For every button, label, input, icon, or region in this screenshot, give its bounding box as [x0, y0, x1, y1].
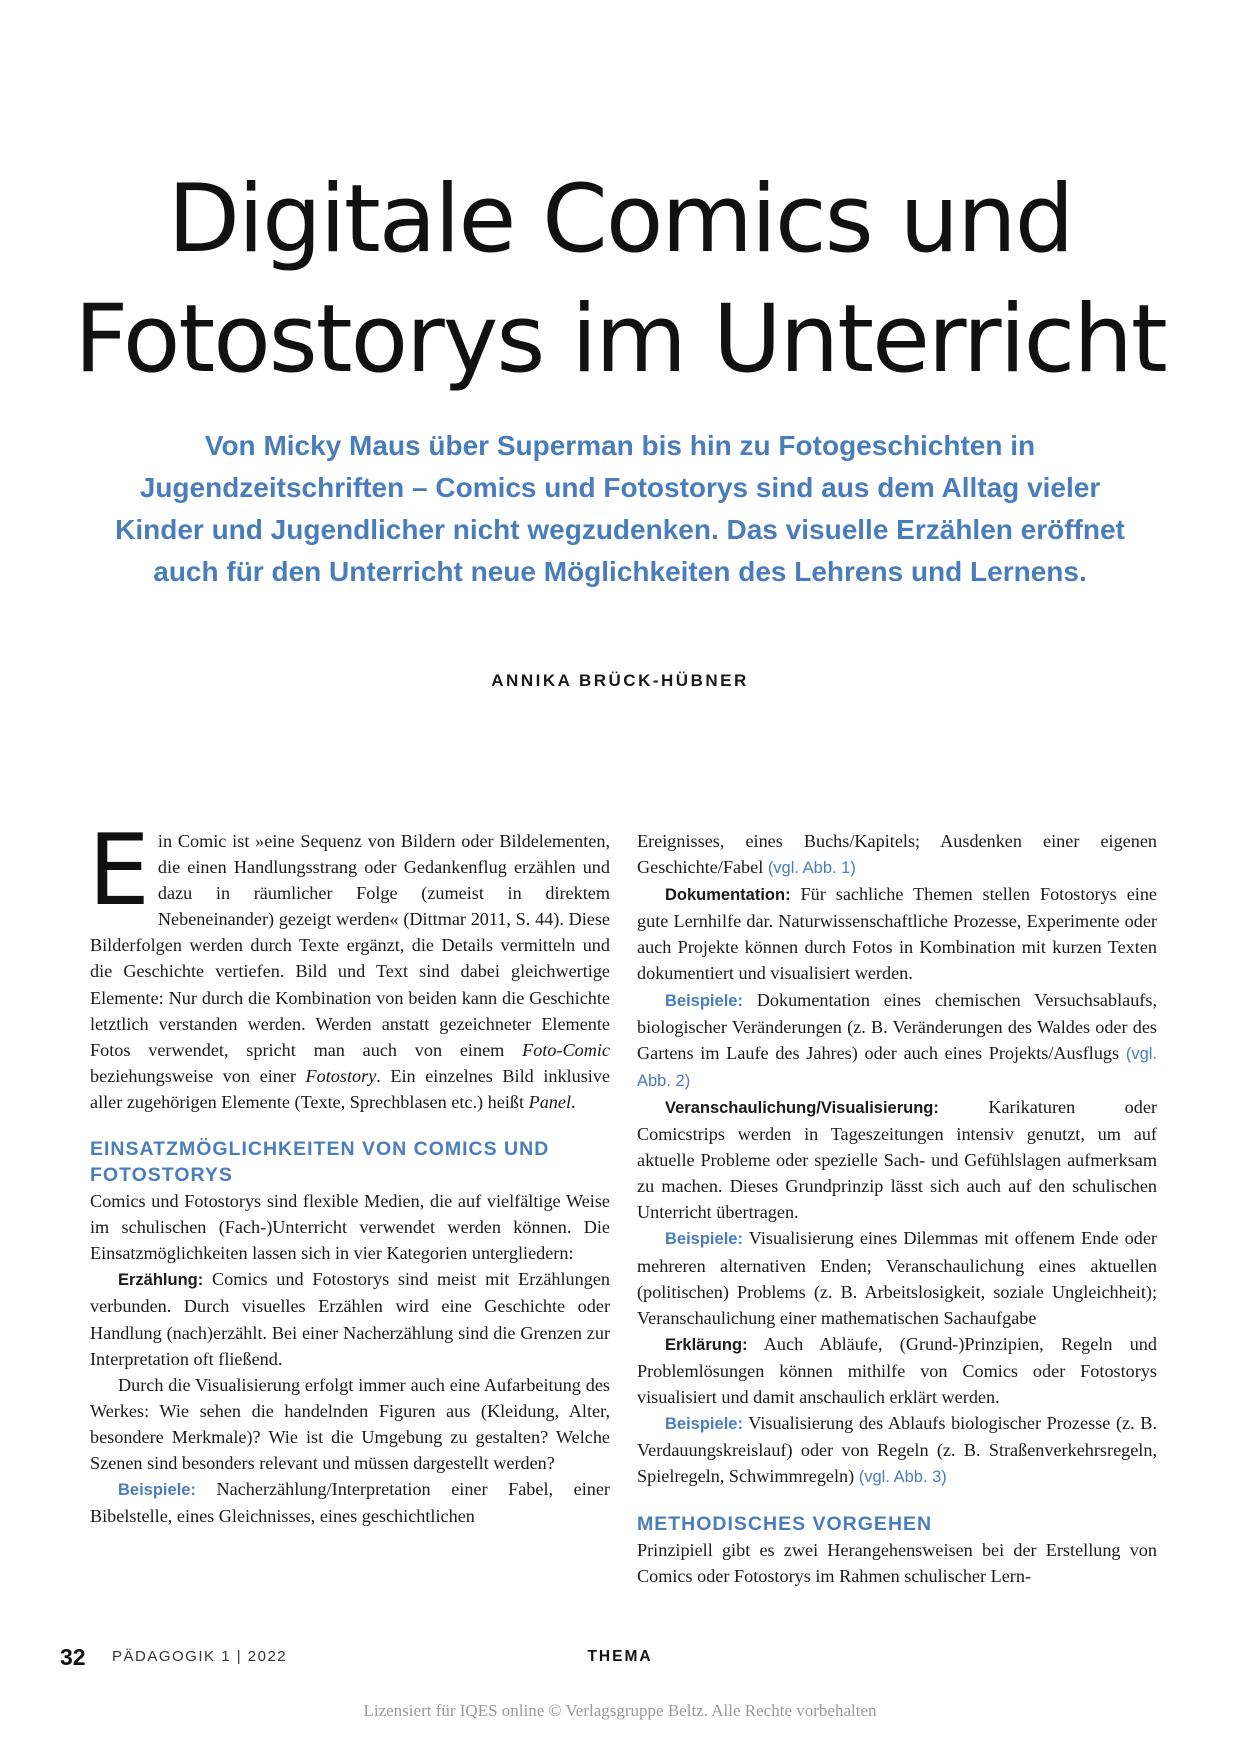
category-label: Erzählung: [118, 1271, 204, 1290]
examples-erzaehlung [90, 1476, 610, 1529]
intro-text-4: . [571, 1091, 576, 1112]
category-text: Comics und Fotostorys sind meist mit Erzählungen verbunden. Durch visuelles Erzählen wird eine Geschichte oder Handlung (nach)erzählt. Bei einer Nacherzählung sind die Grenzen zur Interpretation oft fließend. [90, 1269, 610, 1369]
examples-text: Nacherzählung/Interpretation einer Fabel, einer Bibelstelle, eines Gleichnisses, eines geschichtlichen [90, 1479, 610, 1527]
article-lead: Von Micky Maus über Superman bis hin zu Fotogeschichten in Jugendzeitschriften – Comics und Fotostorys sind aus dem Alltag vieler Kinder und Jugendlicher nicht wegzudenken. Das visuelle Erzählen eröffnet auch für den Unterricht neue Möglichkeiten des Lehrens und Lernens. [115, 430, 1125, 587]
category-erklaerung [637, 1331, 1157, 1410]
examples-text: Dokumentation eines chemischen Versuchsablaufs, biologischer Veränderungen (z. B. Veränderungen des Waldes oder des Gartens im Laufe des Jahres) oder auch eines Projekts/Ausflugs [637, 989, 1157, 1063]
title-line-2: Fotostorys im Unterricht [74, 285, 1166, 394]
category-text: Für sachliche Themen stellen Fotostorys eine gute Lernhilfe dar. Naturwissenschaftliche Prozesse, Experimente oder auch Projekte können durch Fotos in Kombination mit kurzen Texten dokumentiert und visualisiert werden. [637, 884, 1157, 984]
body-paragraph: Prinzipiell gibt es zwei Herangehensweisen bei der Erstellung von Comics oder Fotostorys im Rahmen schulischer Lern- [637, 1540, 1157, 1587]
examples-label: Beispiele: [665, 1230, 743, 1249]
section-label: THEMA [587, 1648, 653, 1665]
intro-term-foto-comic: Foto-Comic [522, 1039, 610, 1060]
examples-text: Ereignisses, eines Buchs/Kapitels; Ausdenken einer eigenen Geschichte/Fabel [637, 831, 1157, 878]
journal-issue: PÄDAGOGIK 1 | 2022 [112, 1648, 288, 1665]
section-heading-methodisch: METHODISCHES VORGEHEN [637, 1513, 933, 1536]
intro-term-panel: Panel [528, 1091, 572, 1112]
section-heading-einsatz: EINSATZMÖGLICHKEITEN VON COMICS UND FOTOSTORYS [90, 1138, 550, 1187]
figure-reference: (vgl. Abb. 2) [637, 1044, 1157, 1090]
category-label: Dokumentation: [665, 886, 791, 905]
figure-reference: (vgl. Abb. 3) [858, 1468, 947, 1487]
examples-veranschaulichung [637, 1225, 1157, 1330]
examples-erklaerung [637, 1410, 1157, 1490]
examples-text: Visualisierung des Ablaufs biologischer Prozesse (z. B. Verdauungskreislauf) oder von Regeln (z. B. Straßenverkehrsregeln, Spielregeln, Schwimmregeln) [637, 1413, 1157, 1487]
figure-reference: (vgl. Abb. 1) [767, 859, 856, 878]
article-title [60, 160, 1180, 400]
examples-dokumentation [637, 987, 1157, 1094]
left-column [88, 814, 611, 1529]
intro-term-fotostory: Fotostory [305, 1065, 377, 1086]
examples-label: Beispiele: [665, 1415, 743, 1434]
examples-label: Beispiele: [665, 991, 743, 1010]
intro-text-3: . Ein einzelnes Bild inklusive aller zugehörigen Elemente (Texte, Sprechblasen etc.) heißt [90, 1065, 611, 1112]
examples-text: Visualisierung eines Dilemmas mit offenem Ende oder mehreren alternativen Enden; Veranschaulichung eines aktuellen (politischen) Problems (z. B. Arbeitslosigkeit, soziale Ungleichheit); Veranschaulichung einer mathematischen Sachaufgabe [637, 1228, 1157, 1328]
category-text: Karikaturen oder Comicstrips werden in Tageszeitungen intensiv genutzt, um auf aktuelle Probleme oder spezielle Sach- und Gefühlslagen aufmerksam zu machen. Dieses Grundprinzip lässt sich auch auf den schulischen Unterricht übertragen. [637, 1096, 1157, 1223]
intro-paragraph [88, 814, 611, 1115]
license-notice: Lizensiert für IQES online © Verlagsgruppe Beltz. Alle Rechte vorbehalten [363, 1701, 877, 1720]
intro-text-1: in Comic ist »eine Sequenz von Bildern oder Bildelementen, die einen Handlungsstrang oder Gedankenflug erzählen und dazu in räumlicher Folge (zumeist in direktem Nebeneinander) gezeigt werden« (Dittmar 2011, S. 44). Diese Bilderfolgen werden durch Texte ergänzt, die Details vermitteln und die Geschichte vertiefen. Bild und Text sind dabei gleichwertige Elemente: Nur durch die Kombination von beiden kann die Geschichte letztlich verstanden werden. Werden anstatt gezeichneter Elemente Fotos verwendet, spricht man auch von einem [90, 831, 610, 1060]
examples-label: Beispiele: [118, 1481, 196, 1500]
examples-continued [637, 828, 1157, 881]
body-paragraph: Durch die Visualisierung erfolgt immer auch eine Aufarbeitung des Werkes: Wie sehen die handelnden Figuren aus (Kleidung, Alter, besondere Merkmale)? Wie ist die Umgebung zu gestalten? Welche Szenen sind besonders relevant und müssen dargestellt werden? [90, 1374, 610, 1473]
category-veranschaulichung [637, 1094, 1157, 1225]
title-line-1: Digitale Comics und [167, 165, 1073, 274]
intro-text-2: beziehungsweise von einer [90, 1065, 306, 1086]
category-label: Erklärung: [665, 1335, 748, 1354]
category-erzaehlung [90, 1266, 610, 1371]
right-column [637, 828, 1157, 1590]
body-paragraph: Comics und Fotostorys sind flexible Medien, die auf vielfältige Weise im schulischen (Fach-)Unterricht verwendet werden können. Die Einsatzmöglichkeiten lassen sich in vier Kategorien untergliedern: [90, 1191, 610, 1264]
category-dokumentation [637, 881, 1157, 986]
page-number: 32 [60, 1644, 86, 1670]
drop-cap: E [88, 814, 150, 928]
article-author: ANNIKA BRÜCK-HÜBNER [491, 671, 749, 690]
category-label: Veranschaulichung/Visualisierung: [665, 1098, 939, 1117]
category-text: Auch Abläufe, (Grund-)Prinzipien, Regeln und Problemlösungen können mithilfe von Comics oder Fotostorys visualisiert und damit anschaulich erklärt werden. [637, 1333, 1157, 1407]
